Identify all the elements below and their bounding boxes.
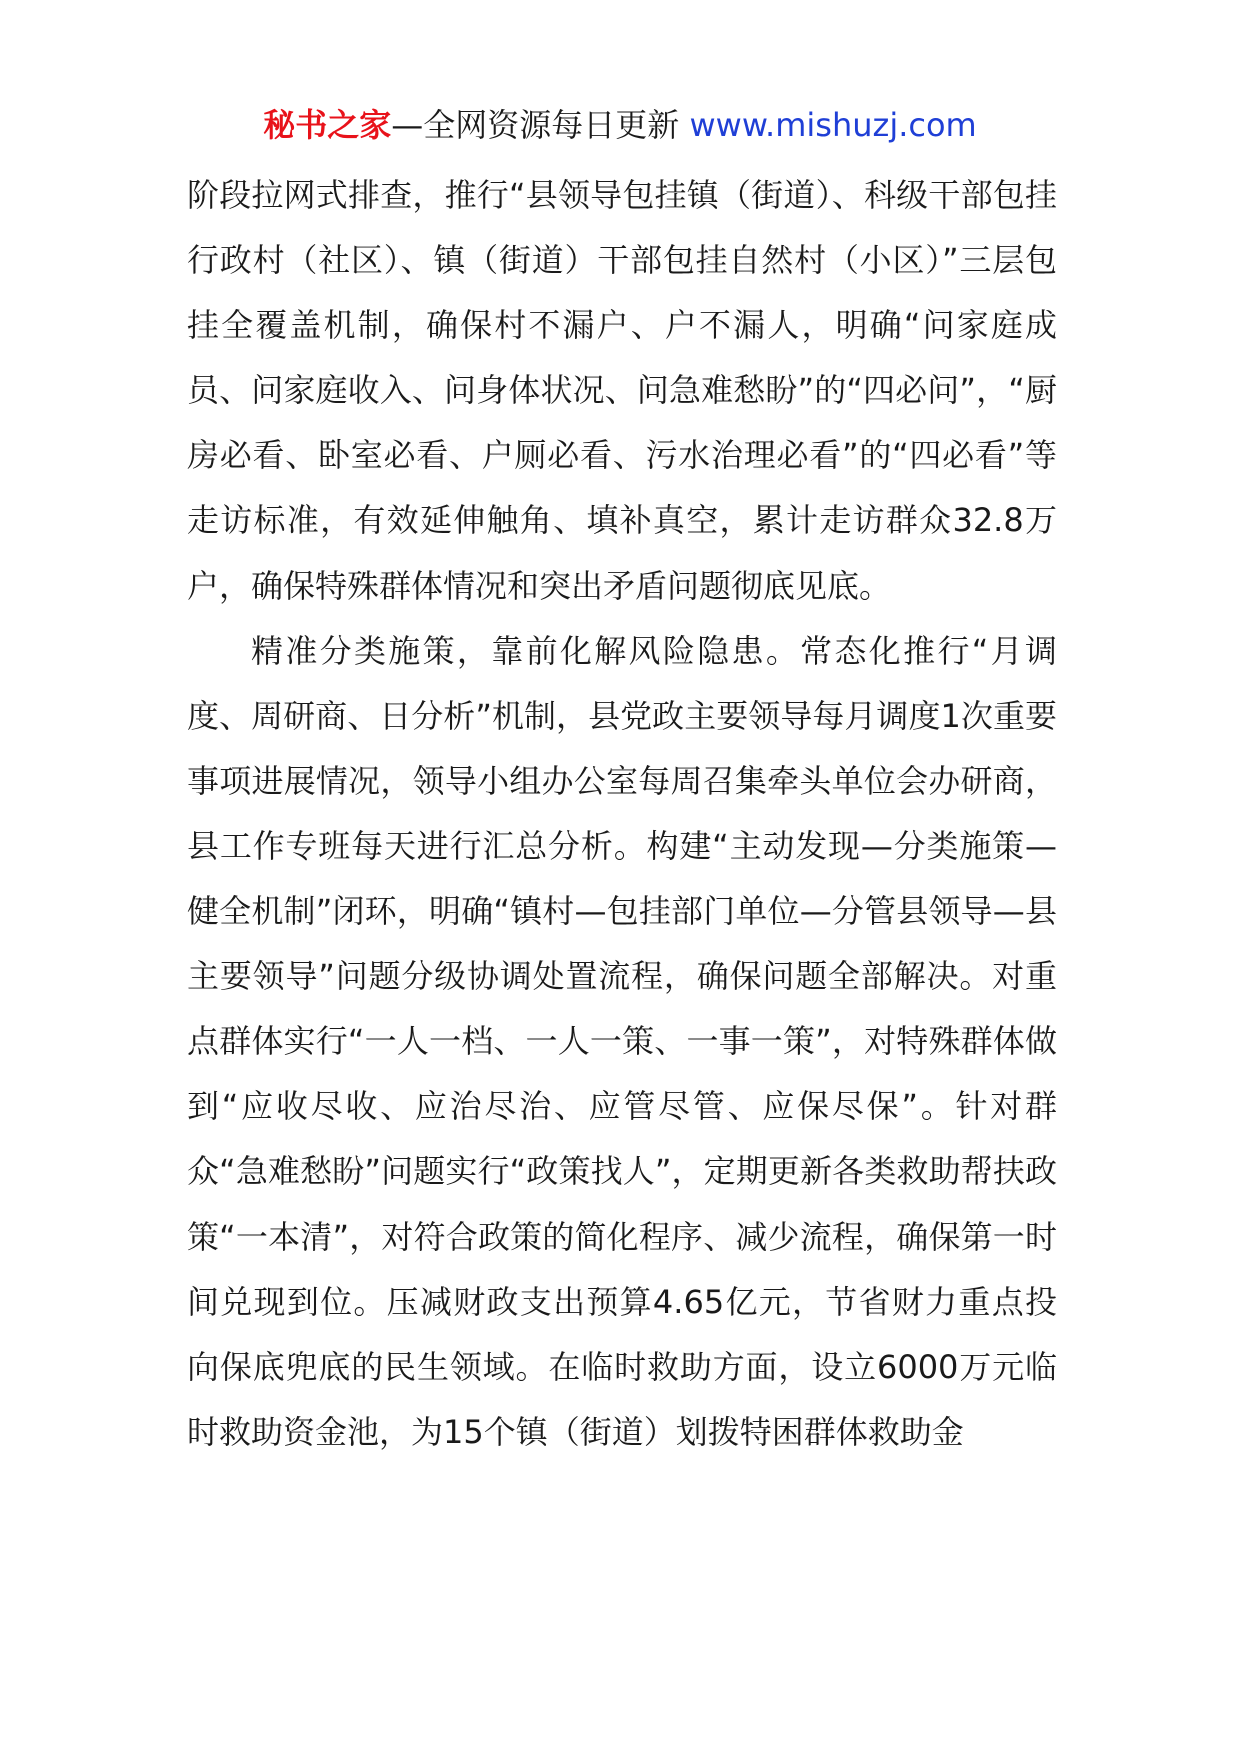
body-paragraph: 阶段拉网式排查，推行“县领导包挂镇（街道）、科级干部包挂行政村（社区）、镇（街道）干部包挂自然村（小区）”三层包挂全覆盖机制，确保村不漏户、户不漏人，明确“问家庭成员、问家庭收入、问身体状况、问急难愁盼”的“四必问”，“厨房必看、卧室必看、户厕必看、污水治理必看”的“四必看”等走访标准，有效延伸触角、填补真空，累计走访群众32.8万户，确保特殊群体情况和突出矛盾问题彻底见底。 — [187, 176, 1057, 605]
site-brand: 秘书之家 — [263, 106, 392, 144]
body-paragraph: 精准分类施策，靠前化解风险隐患。常态化推行“月调度、周研商、日分析”机制，县党政主要领导每月调度1次重要事项进展情况，领导小组办公室每周召集牵头单位会办研商，县工作专班每天进行汇总分析。构建“主动发现—分类施策—健全机制”闭环，明确“镇村—包挂部门单位—分管县领导—县主要领导”问题分级协调处置流程，确保问题全部解决。对重点群体实行“一人一档、一人一策、一事一策”，对特殊群体做到“应收尽收、应治尽治、应管尽管、应保尽保”。针对群众“急难愁盼”问题实行“政策找人”，定期更新各类救助帮扶政策“一本清”，对符合政策的简化程序、减少流程，确保第一时间兑现到位。压减财政支出预算4.65亿元，节省财力重点投向保底兜底的民生领域。在临时救助方面，设立6000万元临时救助资金池，为15个镇（街道）划拨特困群体救助金 — [187, 631, 1057, 1451]
site-url-link[interactable]: www.mishuzj.com — [689, 106, 977, 144]
document-body — [187, 163, 1057, 1465]
site-header — [0, 98, 1240, 152]
site-tagline: —全网资源每日更新 — [391, 106, 680, 144]
